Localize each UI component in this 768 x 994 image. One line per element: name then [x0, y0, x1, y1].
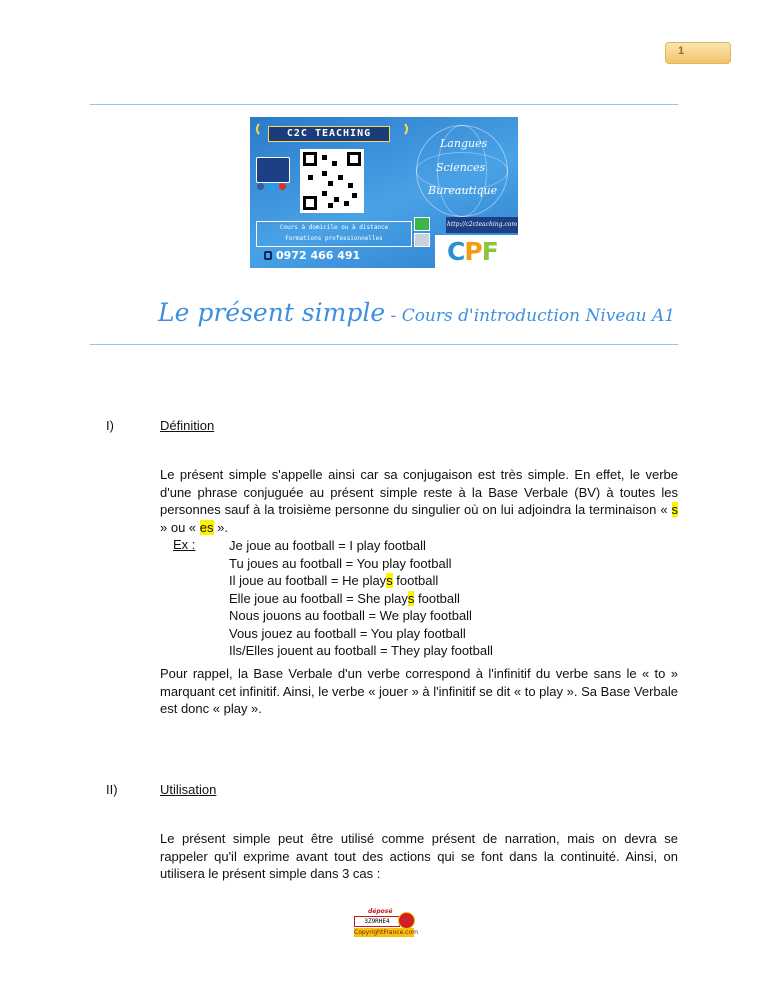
page-number: 1 [677, 45, 685, 57]
section-1-heading: Définition [160, 418, 215, 433]
section-2-number: II) [106, 782, 118, 797]
signal-right-icon [392, 121, 408, 137]
document-title [158, 298, 675, 327]
example-label: Ex : [173, 537, 196, 552]
qr-code [300, 149, 364, 213]
section-1-number: I) [106, 418, 114, 433]
reminder-paragraph: Pour rappel, la Base Verbale d'un verbe correspond à l'infinitif du verbe sans le « to » marquant cet infinitif. Ainsi, le verbe « jouer » à l'infinitif se dit « to play ». Sa Base Verbale est donc « play ». [160, 666, 678, 716]
phone-icon [264, 251, 272, 260]
banner-phone: 0972 466 491 [276, 249, 361, 262]
banner-url: http://c2cteaching.com [446, 217, 518, 233]
globe-word-1: Langues [440, 137, 488, 150]
school-badge-icon [256, 157, 290, 183]
seal-icon [398, 912, 415, 929]
globe-word-3: Bureautique [428, 184, 498, 197]
definition-text: Le présent simple s'appelle ainsi car sa conjugaison est très simple. En effet, le verbe d'une phrase conjuguée au présent simple reste à la Base Verbale (BV) à toutes les personnes sauf à la troisième personne du singulier où on lui adjoindra la terminaison « [160, 467, 678, 517]
section-2-heading: Utilisation [160, 782, 217, 797]
example-item: Tu joues au football = You play football [229, 555, 452, 571]
title-main: Le présent simple [158, 298, 386, 327]
screen-icon [414, 233, 430, 247]
example-list [229, 537, 493, 660]
google-plus-icon [279, 183, 286, 190]
page-number-tab [665, 42, 731, 64]
header-rule [90, 104, 678, 105]
title-rule [90, 344, 678, 345]
highlight-s: s [671, 502, 678, 517]
globe-word-2: Sciences [436, 161, 486, 174]
example-item: Elle joue au football = She plays football [229, 590, 460, 606]
c2c-teaching-banner [250, 117, 518, 268]
stamp-copyright: CopyrightFrance.com [354, 929, 418, 936]
definition-end: ». [213, 519, 228, 535]
example-item: Il joue au football = He plays football [229, 573, 439, 588]
stamp-id: 3Z9RHE4 [354, 916, 400, 927]
usage-paragraph: Le présent simple peut être utilisé comme présent de narration, mais on devra se rappeler qu'il exprime avant tout des actions qui se font dans la continuité. Ainsi, on utilisera le présent simple dans 3 cas : [160, 831, 678, 881]
title-sub: - Cours d'introduction Niveau A1 [385, 306, 676, 326]
house-icon [414, 217, 430, 231]
twitter-icon [268, 183, 275, 190]
definition-mid: » ou « [160, 519, 200, 535]
cpf-logo-box [435, 235, 518, 268]
banner-info-line-1: Cours à domicile ou à distance [279, 224, 389, 231]
cpf-logo: CPF [447, 237, 498, 266]
facebook-icon [257, 183, 264, 190]
definition-paragraph [160, 466, 678, 536]
banner-info-line-2: Formations professionnelles [285, 235, 383, 242]
copyright-stamp [354, 908, 418, 938]
highlight-es: es [199, 519, 214, 535]
banner-info-box [256, 221, 412, 247]
example-item: Nous jouons au football = We play football [229, 608, 472, 623]
example-item: Vous jouez au football = You play football [229, 625, 466, 641]
example-item: Ils/Elles jouent au football = They play football [229, 643, 493, 658]
example-item: Je joue au football = I play football [229, 538, 426, 553]
stamp-deposited: déposé [368, 908, 393, 915]
banner-brand: C2C TEACHING [268, 126, 390, 142]
